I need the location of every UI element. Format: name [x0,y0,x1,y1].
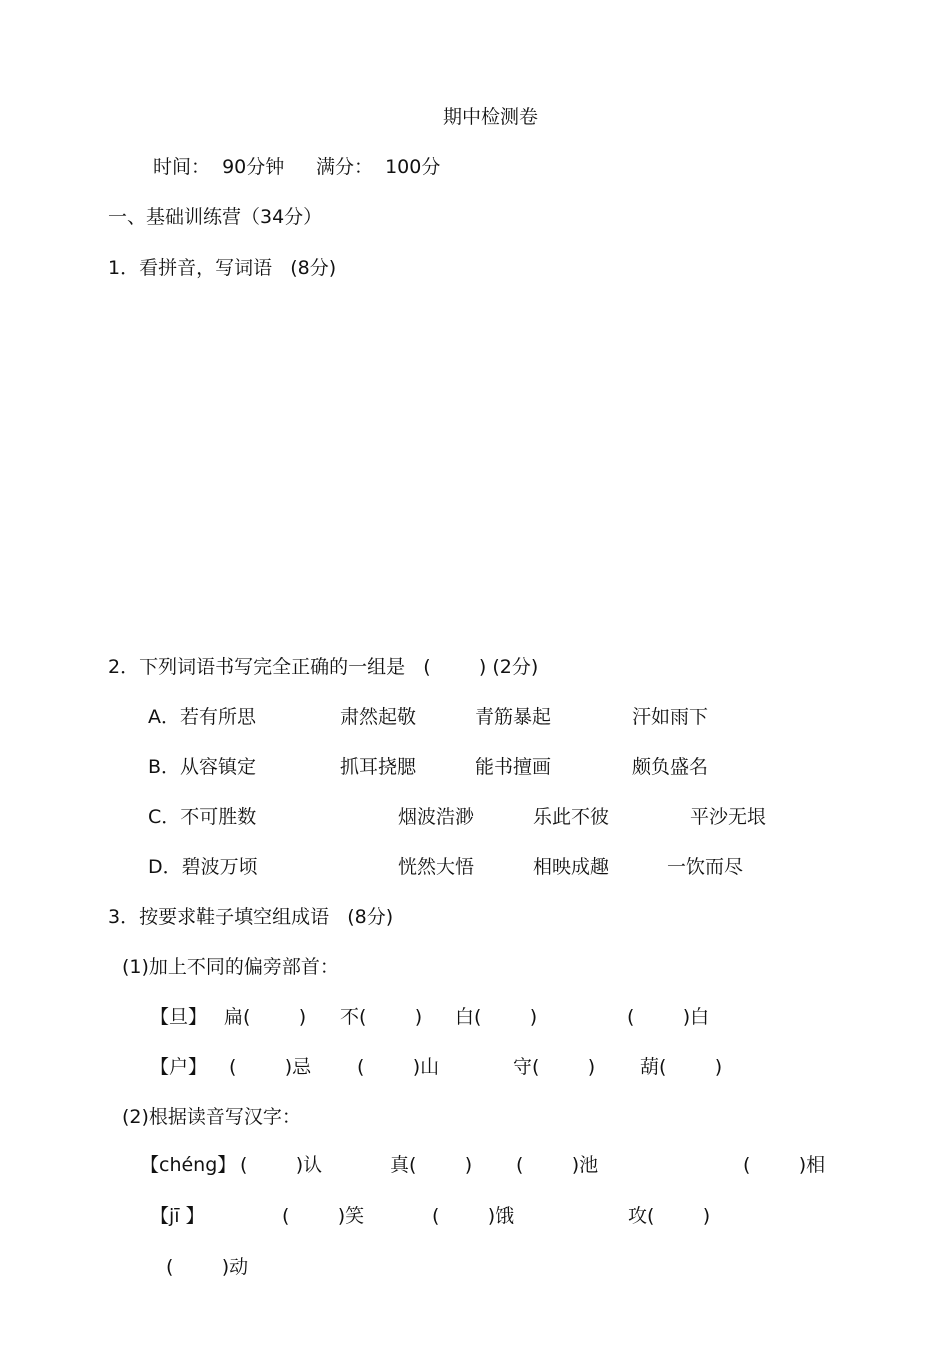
blank-item: 不( ) [340,1006,423,1028]
option-c-word: 平沙无垠 [690,806,767,828]
option-b-word: 颇负盛名 [632,756,709,778]
question-3-prompt: 3．按要求鞋子填空组成语 (8分) [108,906,394,928]
blank-item: ( )池 [516,1154,599,1176]
option-c-label: C．不可胜数 [148,806,257,828]
radical-key: 【旦】 [150,1006,208,1028]
part-1-heading: (1)加上不同的偏旁部首： [122,956,339,978]
option-b-word: 抓耳挠腮 [340,756,417,778]
option-d-word: 相映成趣 [533,856,610,878]
option-b-label: B．从容镇定 [148,756,257,778]
part-2-heading: (2)根据读音写汉字： [122,1106,301,1128]
option-a-word: 青筋暴起 [475,706,552,728]
blank-item: 扁( ) [224,1006,307,1028]
exam-time: 时间： 90分钟 [153,156,285,178]
exam-full-score: 满分： 100分 [316,156,441,178]
blank-item: ( )山 [357,1056,440,1078]
option-a-word: 汗如雨下 [632,706,709,728]
blank-item: 真( ) [390,1154,473,1176]
pinyin-key: 【chéng】 [140,1154,237,1176]
option-c-word: 烟波浩渺 [398,806,475,828]
option-a-word: 肃然起敬 [340,706,417,728]
blank-item: ( )相 [743,1154,826,1176]
pinyin-key: 【jī 】 [150,1205,205,1227]
blank-item: 守( ) [513,1056,596,1078]
section-heading: 一、基础训练营（34分） [108,206,323,228]
option-d-word: 恍然大悟 [398,856,475,878]
option-a-label: A．若有所思 [148,706,256,728]
option-d-label: D．碧波万顷 [148,856,258,878]
blank-item: ( )忌 [229,1056,312,1078]
page-title: 期中检测卷 [443,106,539,128]
blank-item: 攻( ) [628,1205,711,1227]
option-d-word: 一饮而尽 [667,856,744,878]
blank-item: ( )饿 [432,1205,515,1227]
radical-key: 【户】 [150,1056,208,1078]
blank-item: ( )动 [166,1256,249,1278]
question-2-prompt: 2．下列词语书写完全正确的一组是 ( ) (2分) [108,656,539,678]
blank-item: 葫( ) [640,1056,723,1078]
option-b-word: 能书擅画 [475,756,552,778]
blank-item: 白( ) [455,1006,538,1028]
question-1-prompt: 1．看拼音，写词语 (8分) [108,257,337,279]
blank-item: ( )笑 [282,1205,365,1227]
blank-item: ( )白 [627,1006,710,1028]
option-c-word: 乐此不彼 [533,806,610,828]
blank-item: ( )认 [240,1154,323,1176]
